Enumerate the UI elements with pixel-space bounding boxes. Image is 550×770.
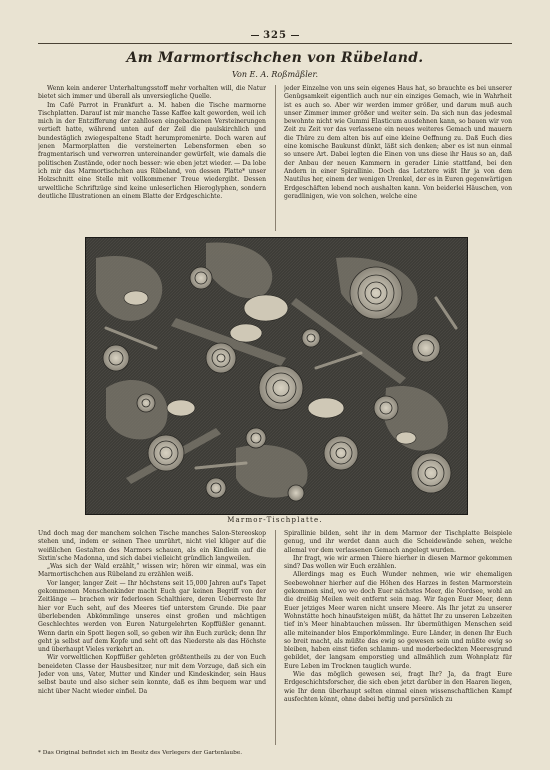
- column-right-bottom: [284, 530, 512, 745]
- page-number-text: 325: [263, 30, 287, 41]
- page-number-dash-right: [291, 35, 299, 36]
- article-title: Am Marmortischchen von Rübeland.: [126, 50, 424, 66]
- column-right-top: [284, 85, 512, 231]
- paragraph: Vor langer, langer Zeit — Ihr höchstens seit 15,000 Jahren auf's Tapet gekommenen Menschenkinder macht Euch gar keinen Begriff von der Zeitlänge — brachen wir federlosen Schalthiere, deren Ueberreste Ihr hier vor Euch seht, auf des Meeres tief unterstem Grunde. Die paar überlebenden Abkömmlinge unseres einst großen und mächtigen Geschlechtes werden von Euren Naturgelehrten Kopffüßler genannt. Wenn darin ein Spott liegen soll, so geben wir ihn Euch zurück; denn Ihr geht ja selbst auf dem Kopfe und seht oft das Niederste als das Höchste und überhaupt Vieles verkehrt an.: [38, 579, 266, 654]
- paragraph: Allerdings mag es Euch Wunder nehmen, wie wir ehemaligen Seebewohner hierher auf die Höhen des Harzes in festen Marmorstein gekommen sind, wo wo doch Euer nächstes Meer, die Nordsee, wohl an die dreißig Meilen weit entfernt sein mag. Wir fagen Euer Meer, denn Euer jetziges Meer waren nicht unsere Meere. Als Ihr jetzt zu unserer Wohnstätte hoch hinaufsteigen müßt, da hättet Ihr zu unseren Lebzeiten tief in's Meer hinabtauchen müssen. Ihr übermüthigen Menschen seid alle miteinander blos Emporkömmlinge. Eure Länder, in denen Ihr Euch so breit macht, als müßte das ewig so gewesen sein und müßte ewig so bleiben, haben einst tiefen schlamm- und moderbedeckten Meeresgrund gebildet, der langsam emporstieg und allmählich zum Wohnplatz für Eure Leben im Trocknen tauglich wurde.: [284, 571, 512, 670]
- paragraph: Im Café Parrot in Frankfurt a. M. haben die Tische marmorne Tischplatten. Darauf ist mir manche Tasse Kaffee kalt geworden, weil ich mich in der Entzifferung der zahllosen eingebackenen Versteinerungen vertieft hatte, während unten auf der Zeil die paulskirchlich und bundestäglich zwiegespaltene Stadt herumpromenirte. Doch waren auf jenen Marmorplatten die versteinerten Lebensformen eben so fragmentarisch und verworren untereinander gewürfelt, wie damals die politischen Zustände, oder noch besser: wie eben jetzt wieder. — Da lobe ich mir das Marmortischchen aus Rübeland, von dessen Platte* unser Holzschnitt eine Stelle mit vollkommener Treue wiedergibt. Dessen urweltliche Schriftzüge sind keine unleserlichen Hieroglyphen, sondern deutliche Illustrationen an einem Blatte der Erdgeschichte.: [38, 101, 266, 200]
- paragraph: Und doch mag der manchem solchen Tische manches Salon-Stereoskop stehen und, indem er seinen Thee umrührt, nicht viel klüger auf die weißlichen Gestalten des Marmors schauen, als ein Kindlein auf die Sixtin'sche Madonna, und sich dabei vielleicht gründlich langweilen.: [38, 530, 266, 562]
- header-rule: [38, 43, 512, 44]
- ammonite-fossil-illustration: [86, 238, 467, 514]
- paragraph: „Was sich der Wald erzählt,“ wissen wir; hören wir einmal, was ein Marmortischchen aus Rübeland zu erzählen weiß.: [38, 563, 266, 579]
- column-left-top: [38, 85, 266, 231]
- paragraph: Wir vorweltlichen Kopffüßer gehörten größtentheils zu der von Euch beneideten Classe der Hausbesitzer, nur mit dem Vorzuge, daß sich ein Jeder von uns, Vater, Mutter und Kinder und Kindeskinder, sein Haus selbst baute und also sicher sein konnte, daß es ihm bequem war und nicht über Nacht wieder einfiel. Da: [38, 654, 266, 695]
- page-number: [0, 30, 550, 41]
- figure-caption: Marmor-Tischplatte.: [227, 516, 323, 524]
- fossil-marble-engraving: [85, 237, 468, 515]
- paragraph: jeder Einzelne von uns sein eigenes Haus hat, so brauchte es bei unserer Genügsamkeit eigentlich auch nur ein einziges Gemach, wie in Wahrheit ist es auch so. Aber wir werden immer größer, und darum muß auch unser Zimmer immer größer und weiter sein. Da sich nun das jedesmal bewohnte nicht wie Gummi Elasticum ausdehnen kann, so bauen wir von Zeit zu Zeit vor das verlassene ein neues weiteres Gemach und mauern die Thüre zu dem alten bis auf eine kleine Oeffnung zu. Daß Euch dies eine komische Baukunst dünkt, läßt sich denken; aber es ist nun einmal so unsere Art. Dabei legten die Einen von uns diese ihr Haus so an, daß der Anbau der neuen Kammern in gerader Linie stattfand, bei den Andern in einer Spirallinie. Doch das Letztere wißt Ihr ja von dem Nautilus her, einem der wenigen Urenkel, der es in Euren gegenwärtigen Erdgeschäften lebend noch aushalten kann. Von beiderlei Häuschen, von geradlinigen, wie von solchen, welche eine: [284, 85, 512, 200]
- paragraph: Spirallinie bilden, seht ihr in dem Marmor der Tischplatte Beispiele genug, und ihr werdet dann auch die Scheidewände sehen, welche allemal vor dem verlassenen Gemach angelegt wurden.: [284, 530, 512, 554]
- paragraph: Ihr fragt, wie wir armen Thiere hierher in diesen Marmor gekommen sind? Das wollen wir Euch erzählen.: [284, 554, 512, 571]
- column-divider: [275, 530, 276, 745]
- footnote: * Das Original befindet sich im Besitz des Verlegers der Gartenlaube.: [38, 750, 243, 756]
- page-number-dash-left: [251, 35, 259, 36]
- paragraph: Wie das möglich gewesen sei, fragt Ihr? Ja, da fragt Eure Erdgeschichtsforscher, die sich eben jetzt darüber in den Haaren liegen, wie Ihr denn überhaupt selten einmal einen wissenschaftlichen Kampf ausfechten könnt, ohne dabei heftig und persönlich zu: [284, 671, 512, 703]
- article-byline: Von E. A. Roßmäßler.: [231, 70, 318, 79]
- paragraph: Wenn kein anderer Unterhaltungsstoff mehr vorhalten will, die Natur bietet sich immer und überall als unversiegliche Quelle.: [38, 85, 266, 101]
- column-left-bottom: [38, 530, 266, 745]
- column-divider: [275, 85, 276, 231]
